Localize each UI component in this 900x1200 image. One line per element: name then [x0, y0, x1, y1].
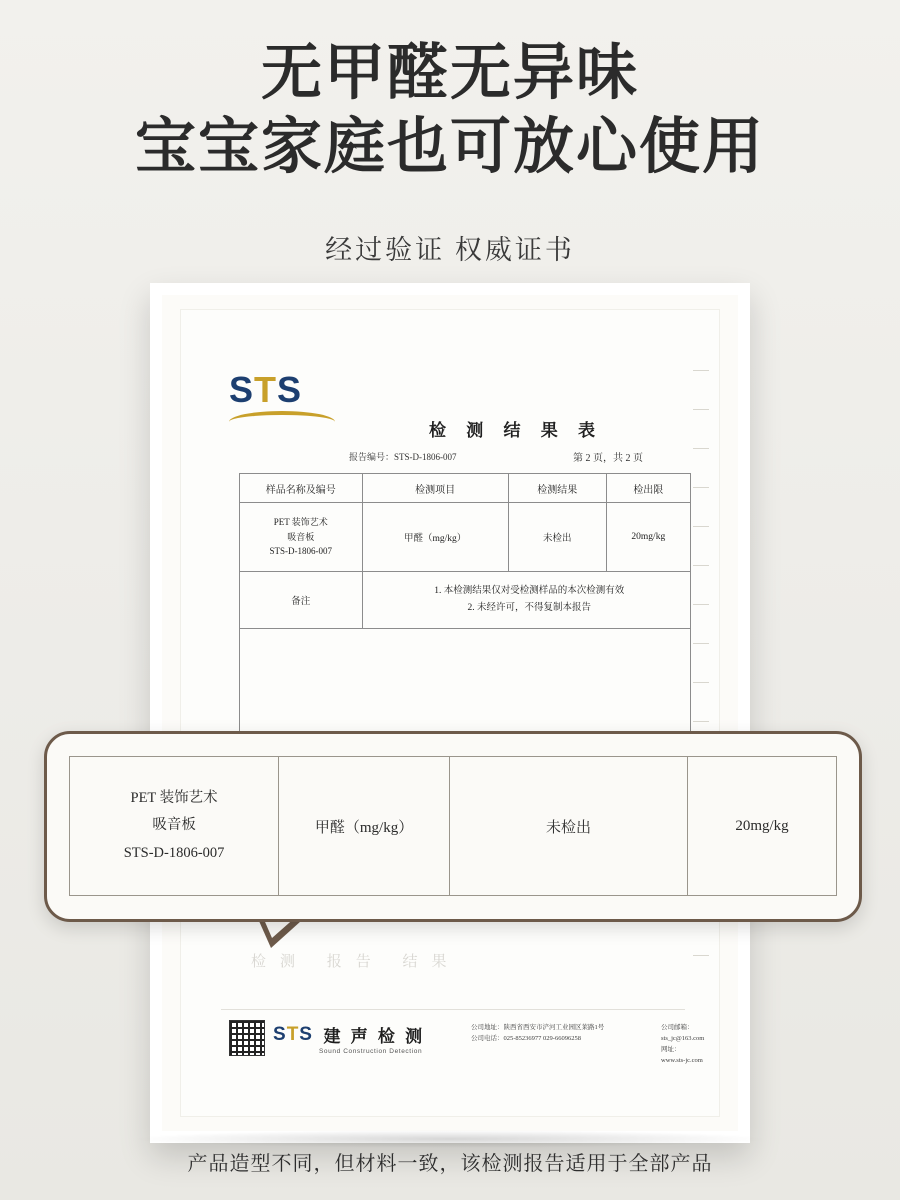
note-line-2: 2. 未经许可，不得复制本报告: [467, 603, 592, 613]
table-row: [240, 503, 691, 572]
footer-brand-cn: 建 声 检 测: [323, 1027, 426, 1046]
footer-email: 公司邮箱：sts_jc@163.com: [661, 1024, 705, 1043]
cell-sample-line-3: STS-D-1806-007: [269, 546, 333, 557]
report-title: 检 测 结 果 表: [429, 421, 603, 440]
column-header-sample: 样品名称及编号: [240, 474, 363, 503]
cell-sample: [240, 503, 363, 572]
callout-cell-item: 甲醛（mg/kg）: [279, 757, 450, 896]
zoom-callout: [44, 731, 862, 922]
callout-table: [69, 756, 837, 896]
cell-limit: 20mg/kg: [606, 503, 690, 572]
column-header-limit: 检出限: [606, 474, 690, 503]
sts-logo-s2: S: [277, 369, 303, 410]
footer-brand-en: Sound Construction Detection: [319, 1048, 423, 1055]
callout-cell-result: 未检出: [449, 757, 687, 896]
sts-logo-s1: S: [229, 369, 255, 410]
callout-sample-line-1: PET 装饰艺术: [130, 789, 218, 806]
callout-sample-line-2: 吸音板: [152, 817, 196, 834]
certificate-frame: [150, 283, 750, 1143]
footer-phone: 公司电话：025-85236977 029-66096258: [471, 1035, 581, 1043]
sts-logo-arc-icon: [229, 411, 335, 424]
footer-brand: [273, 1022, 425, 1055]
callout-cell-limit: 20mg/kg: [688, 757, 837, 896]
obscured-handwriting: 检测 报告 结果: [251, 954, 461, 970]
sts-logo-t: T: [254, 369, 278, 410]
cell-item: 甲醛（mg/kg）: [362, 503, 508, 572]
column-header-item: 检测项目: [362, 474, 508, 503]
footer-company-info-right: [661, 1022, 704, 1066]
cell-sample-line-2: 吸音板: [287, 531, 315, 542]
cell-blank: [240, 629, 691, 734]
column-header-result: 检测结果: [508, 474, 606, 503]
headline-subtitle: 经过验证 权威证书: [325, 235, 575, 265]
footer-address: 公司地址：陕西省西安市浐河工业园区莱路1号: [471, 1024, 605, 1031]
frame-floor-shadow: [130, 1130, 770, 1148]
sts-logo-text: [229, 369, 349, 410]
sts-logo: [229, 369, 349, 424]
cell-note-label: 备注: [240, 572, 363, 629]
report-number: 报告编号：STS-D-1806-007: [349, 452, 457, 462]
result-table: [239, 473, 691, 733]
certificate-paper: [162, 295, 738, 1131]
footer-website: 网址：www.sts-jc.com: [661, 1046, 703, 1065]
table-note-row: [240, 572, 691, 629]
headline: [0, 40, 900, 183]
certificate-footer: [221, 1009, 705, 1074]
table-blank-row: [240, 629, 691, 734]
cell-notes: [362, 572, 690, 629]
headline-line-2: 宝宝家庭也可放心使用: [134, 114, 765, 182]
paper-edge-ticks: [693, 370, 709, 1056]
footer-company-info-left: [471, 1022, 604, 1044]
bottom-caption: 产品造型不同，但材料一致，该检测报告适用于全部产品: [187, 1153, 713, 1175]
certificate-paper-inner: [180, 309, 720, 1117]
callout-sample-line-3: STS-D-1806-007: [123, 844, 225, 861]
qr-code-icon: [229, 1020, 265, 1056]
cell-sample-line-1: PET 装饰艺术: [273, 517, 328, 528]
footer-brand-sts: STS: [273, 1023, 313, 1045]
report-page-info: 第 2 页，共 2 页: [573, 453, 643, 464]
headline-line-1: 无甲醛无异味: [260, 40, 639, 107]
note-line-1: 1. 本检测结果仅对受检测样品的本次检测有效: [434, 585, 625, 596]
callout-row: [70, 757, 837, 896]
cell-result: 未检出: [508, 503, 606, 572]
table-header-row: [240, 474, 691, 503]
callout-cell-sample: [70, 757, 279, 896]
